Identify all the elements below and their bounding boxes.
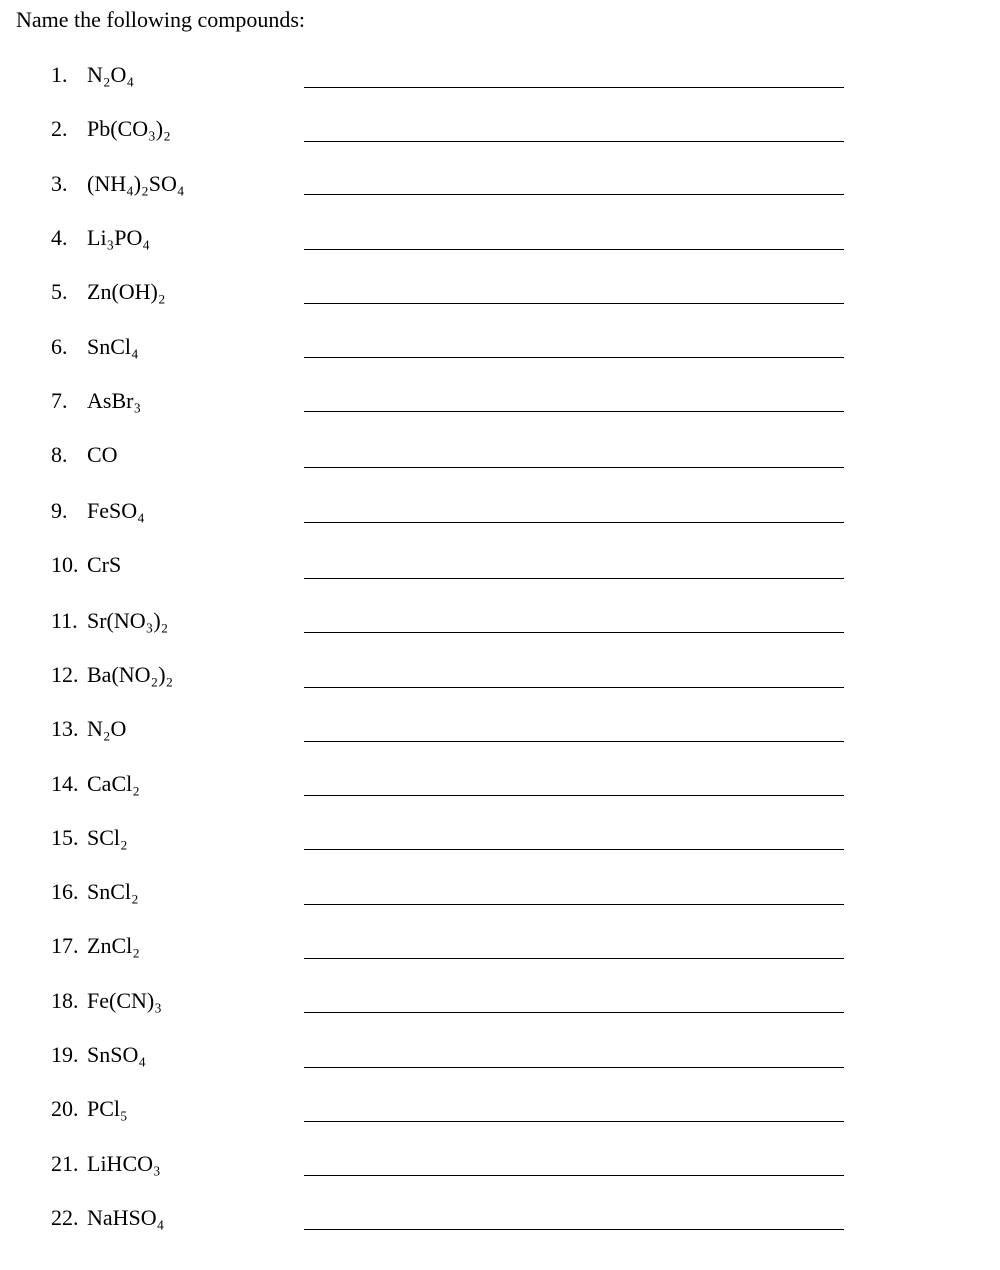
compound-formula: FeSO₄ [87,498,145,523]
item-number: 7. [51,388,68,413]
list-item [0,1203,1000,1243]
answer-line[interactable] [304,1229,844,1230]
compound-formula: NaHSO₄ [87,1205,165,1230]
item-number: 9. [51,498,68,523]
list-item [0,769,1000,809]
compound-formula: SnCl₄ [87,334,139,359]
answer-line[interactable] [304,194,844,195]
compound-formula: Fe(CN)₃ [87,988,162,1013]
compound-formula: SCl₂ [87,825,128,850]
answer-line[interactable] [304,357,844,358]
answer-line[interactable] [304,303,844,304]
list-item [0,877,1000,917]
answer-line[interactable] [304,411,844,412]
list-item [0,660,1000,700]
item-number: 3. [51,171,68,196]
item-number: 2. [51,116,68,141]
list-item [0,1040,1000,1080]
answer-line[interactable] [304,1012,844,1013]
item-number: 21. [51,1151,79,1176]
item-number: 10. [51,552,79,577]
compound-formula: PCl₅ [87,1096,128,1121]
answer-line[interactable] [304,795,844,796]
answer-line[interactable] [304,741,844,742]
answer-line[interactable] [304,904,844,905]
item-number: 15. [51,825,79,850]
item-number: 22. [51,1205,79,1230]
compound-formula: CrS [87,552,122,577]
list-item [0,386,1000,426]
item-number: 6. [51,334,68,359]
item-number: 5. [51,279,68,304]
compound-formula: SnSO₄ [87,1042,147,1067]
compound-formula: Zn(OH)₂ [87,279,166,304]
answer-line[interactable] [304,578,844,579]
answer-line[interactable] [304,849,844,850]
answer-line[interactable] [304,141,844,142]
answer-line[interactable] [304,87,844,88]
compound-formula: ZnCl₂ [87,933,140,958]
item-number: 4. [51,225,68,250]
compound-formula: N₂O [87,716,127,741]
list-item [0,60,1000,100]
list-item [0,496,1000,536]
answer-line[interactable] [304,1067,844,1068]
compound-formula: CaCl₂ [87,771,140,796]
item-number: 11. [51,608,78,633]
compound-formula: SnCl₂ [87,879,139,904]
list-item [0,1149,1000,1189]
item-number: 19. [51,1042,79,1067]
list-item [0,931,1000,971]
answer-line[interactable] [304,467,844,468]
list-item [0,550,1000,590]
list-item [0,114,1000,154]
list-item [0,606,1000,646]
worksheet-heading: Name the following compounds: [16,7,306,32]
compound-formula: (NH₄)₂SO₄ [87,171,185,196]
answer-line[interactable] [304,1175,844,1176]
list-item [0,332,1000,372]
item-number: 12. [51,662,79,687]
answer-line[interactable] [304,1121,844,1122]
answer-line[interactable] [304,687,844,688]
list-item [0,986,1000,1026]
item-number: 8. [51,442,68,467]
compound-formula: Sr(NO₃)₂ [87,608,169,633]
answer-line[interactable] [304,249,844,250]
compound-formula: CO [87,442,118,467]
item-number: 16. [51,879,79,904]
compound-formula: AsBr₃ [87,388,142,413]
item-number: 13. [51,716,79,741]
item-number: 18. [51,988,79,1013]
list-item [0,714,1000,754]
item-number: 20. [51,1096,79,1121]
item-number: 14. [51,771,79,796]
list-item [0,823,1000,863]
item-number: 17. [51,933,79,958]
compound-formula: LiHCO₃ [87,1151,161,1176]
item-number: 1. [51,62,68,87]
answer-line[interactable] [304,522,844,523]
compound-formula: Ba(NO₂)₂ [87,662,174,687]
list-item [0,169,1000,209]
compound-formula: N₂O₄ [87,62,135,87]
list-item [0,277,1000,317]
compound-formula: Li₃PO₄ [87,225,151,250]
answer-line[interactable] [304,958,844,959]
list-item [0,440,1000,480]
list-item [0,223,1000,263]
answer-line[interactable] [304,632,844,633]
list-item [0,1094,1000,1134]
compound-formula: Pb(CO₃)₂ [87,116,171,141]
